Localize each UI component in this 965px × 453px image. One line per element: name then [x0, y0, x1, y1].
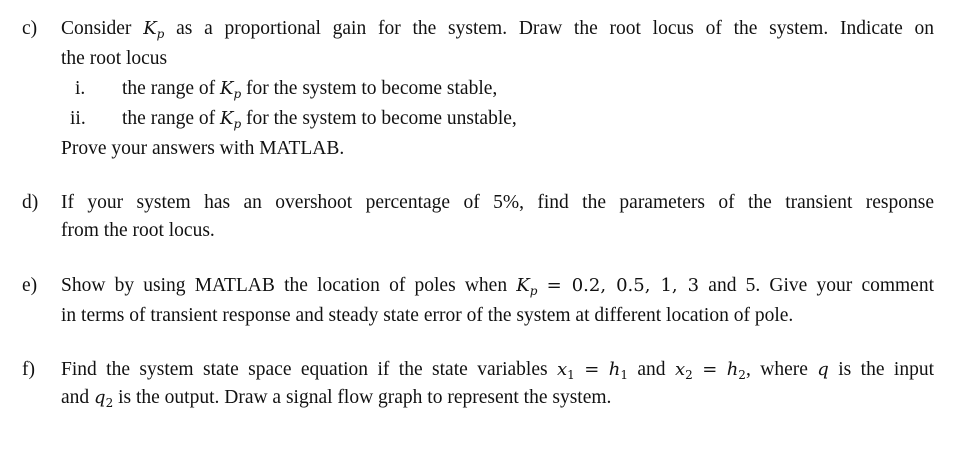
question-c-text-2: the root locus — [61, 48, 168, 69]
question-f-line-1 — [22, 355, 934, 385]
kp-symbol: $K_p$ — [143, 18, 165, 41]
question-c-line-1 — [22, 14, 934, 44]
kp-values: = 0.2, 0.5, 1, 3 — [546, 275, 700, 296]
question-d-text-1: If your system has an overshoot percentage of 5%, find the parameters of the transient response — [61, 192, 934, 213]
h2-symbol: $h_2$ — [726, 359, 746, 382]
item-ii-label: ii. — [70, 108, 86, 129]
question-c-line-2 — [22, 44, 934, 74]
x2-symbol: $x_2$ — [674, 359, 693, 382]
x1-symbol: $x_1$ — [557, 359, 575, 382]
question-c-item-i — [22, 74, 934, 104]
question-e-label: e) — [22, 275, 38, 296]
h1-symbol: $h_1$ — [608, 359, 628, 382]
question-d-text-2: from the root locus. — [61, 220, 215, 241]
question-d — [22, 188, 934, 246]
kp-symbol: $K_p$ — [220, 78, 242, 101]
q2-symbol: $q_2$ — [94, 387, 114, 410]
question-f-text-2: and $q_2$ is the output. Draw a signal flow graph to represent the system. — [61, 387, 612, 410]
question-f — [22, 355, 934, 413]
question-c-closing — [22, 134, 934, 164]
question-c-item-ii — [22, 104, 934, 134]
question-e — [22, 271, 934, 331]
question-c-text-1: Consider $K_p$ as a proportional gain for the system. Draw the root locus of the system. Indicate on — [61, 18, 935, 41]
question-d-line-2 — [22, 216, 934, 246]
item-i-text: the range of $K_p$ for the system to become stable, — [122, 78, 498, 101]
item-ii-text: the range of $K_p$ for the system to become unstable, — [122, 108, 517, 131]
question-c — [22, 14, 934, 164]
question-c-closing-text: Prove your answers with MATLAB. — [61, 138, 345, 159]
question-f-text-1: Find the system state space equation if the state variables $x_1 = h_1$ and $x_2 = h_2$, where q is the input — [61, 359, 935, 382]
item-i-label: i. — [75, 78, 86, 99]
question-f-label: f) — [22, 359, 35, 380]
question-c-label: c) — [22, 18, 38, 39]
question-d-label: d) — [22, 192, 39, 213]
question-e-line-2 — [22, 301, 934, 331]
question-f-line-2 — [22, 383, 934, 413]
q-symbol: q — [817, 359, 829, 380]
question-e-line-1 — [22, 271, 934, 301]
kp-symbol: $K_p$ — [220, 108, 242, 131]
kp-symbol: $K_p$ — [516, 275, 538, 298]
question-e-text-1: Show by using MATLAB the location of poles when $K_p = 0.2$, 0.5, 1, 3 and 5. Give your comment — [61, 275, 935, 298]
question-e-text-2: in terms of transient response and steady state error of the system at different location of pole. — [61, 305, 794, 326]
question-d-line-1 — [22, 188, 934, 218]
